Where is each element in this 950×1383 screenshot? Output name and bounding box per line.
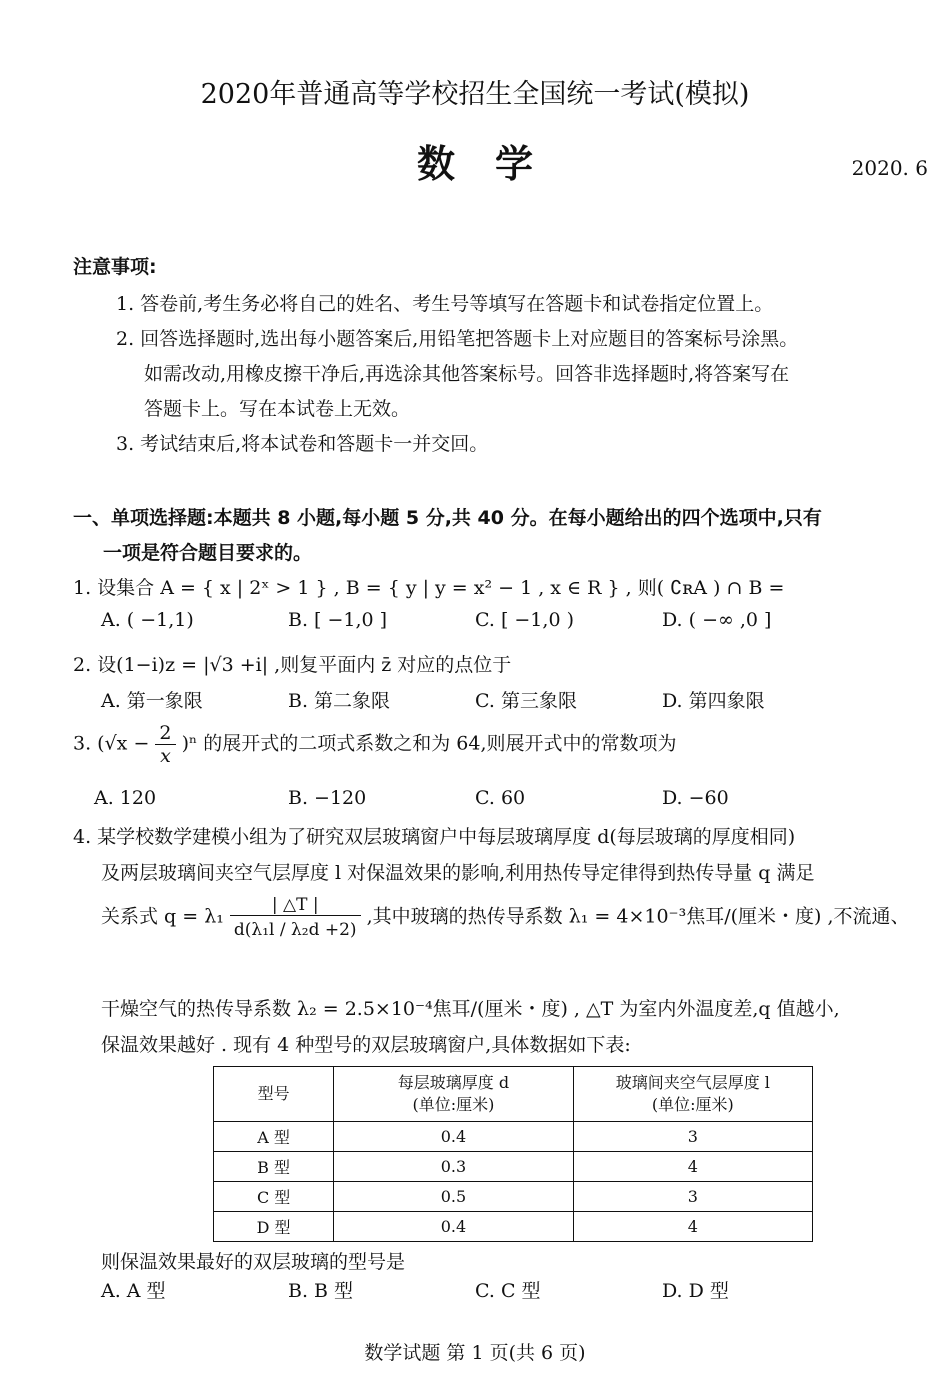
- q4-formula-fraction: [230, 895, 361, 940]
- q3-prefix: 3. (√x −: [73, 732, 150, 755]
- notice-item-2-cont-2: 答题卡上。写在本试卷上无效。: [144, 398, 411, 420]
- table-header-thickness: [334, 1067, 573, 1122]
- q3-option-a: A. 120: [94, 787, 157, 809]
- q4-formula-denominator: d(λ₁l / λ₂d +2): [233, 920, 357, 940]
- q3-option-d: D. −60: [662, 787, 729, 809]
- table-cell-model: B 型: [214, 1152, 334, 1182]
- notice-item-1: 1. 答卷前,考生务必将自己的姓名、考生号等填写在答题卡和试卷指定位置上。: [116, 293, 774, 315]
- q1-option-a: A. ( −1,1): [101, 609, 194, 631]
- question-4-line-2: 及两层玻璃间夹空气层厚度 l 对保温效果的影响,利用热传导定律得到热传导量 q 满足: [101, 862, 815, 884]
- q4-formula-numerator: | △T |: [230, 895, 361, 916]
- notice-item-3: 3. 考试结束后,将本试卷和答题卡一并交回。: [116, 433, 489, 455]
- glass-data-table: [213, 1066, 813, 1242]
- q4-option-b: B. B 型: [288, 1280, 354, 1302]
- q2-option-a: A. 第一象限: [101, 690, 203, 712]
- q4-option-a: A. A 型: [101, 1280, 166, 1302]
- q1-option-b: B. [ −1,0 ]: [288, 609, 388, 631]
- q3-option-c: C. 60: [475, 787, 526, 809]
- question-4-formula-line: [101, 895, 910, 940]
- q3-fraction: [155, 722, 175, 767]
- subject-title: 数学: [416, 141, 573, 186]
- table-cell-thickness: 0.4: [334, 1122, 573, 1152]
- q2-option-d: D. 第四象限: [662, 690, 765, 712]
- question-4-line-5: 保温效果越好 . 现有 4 种型号的双层玻璃窗户,具体数据如下表:: [101, 1034, 631, 1056]
- table-header-model: 型号: [214, 1067, 334, 1122]
- table-cell-model: C 型: [214, 1182, 334, 1212]
- table-cell-thickness: 0.4: [334, 1212, 573, 1242]
- table-header-thickness-unit: (单位:厘米): [412, 1095, 495, 1114]
- q4-option-c: C. C 型: [475, 1280, 541, 1302]
- table-cell-air-layer: 4: [573, 1212, 812, 1242]
- table-cell-model: D 型: [214, 1212, 334, 1242]
- question-1-stem: 1. 设集合 A = { x | 2ˣ > 1 } , B = { y | y = x² − 1 , x ∈ R } , 则( ∁ʀA ) ∩ B =: [73, 577, 785, 599]
- q1-option-d: D. ( −∞ ,0 ]: [662, 609, 772, 631]
- question-4-line-4: 干燥空气的热传导系数 λ₂ = 2.5×10⁻⁴焦耳/(厘米・度) , △T 为室内外温度差,q 值越小,: [101, 998, 840, 1020]
- table-header-row: [214, 1067, 813, 1122]
- q4-option-d: D. D 型: [662, 1280, 729, 1302]
- q2-option-c: C. 第三象限: [475, 690, 577, 712]
- table-header-thickness-label: 每层玻璃厚度 d: [397, 1073, 510, 1092]
- notice-item-2: 2. 回答选择题时,选出每小题答案后,用铅笔把答题卡上对应题目的答案标号涂黑。: [116, 328, 799, 350]
- q1-option-c: C. [ −1,0 ): [475, 609, 574, 631]
- table-cell-model: A 型: [214, 1122, 334, 1152]
- q3-option-b: B. −120: [288, 787, 367, 809]
- q4-formula-prefix: 关系式 q = λ₁: [101, 905, 224, 928]
- table-cell-air-layer: 3: [573, 1122, 812, 1152]
- table-cell-thickness: 0.5: [334, 1182, 573, 1212]
- table-row: [214, 1182, 813, 1212]
- table-cell-air-layer: 3: [573, 1182, 812, 1212]
- q3-fraction-denominator: x: [160, 745, 171, 767]
- q4-formula-suffix: ,其中玻璃的热传导系数 λ₁ = 4×10⁻³焦耳/(厘米・度) ,不流通、: [366, 905, 910, 928]
- question-2-stem: 2. 设(1−i)z = |√3 +i| ,则复平面内 z̄ 对应的点位于: [73, 654, 512, 676]
- table-row: [214, 1212, 813, 1242]
- exam-title: 2020年普通高等学校招生全国统一考试(模拟): [200, 79, 750, 110]
- question-3-stem: [73, 722, 677, 767]
- table-cell-thickness: 0.3: [334, 1152, 573, 1182]
- exam-date: 2020. 6: [851, 156, 928, 180]
- table-row: [214, 1122, 813, 1152]
- table-row: [214, 1152, 813, 1182]
- q3-fraction-numerator: 2: [155, 722, 175, 745]
- q2-option-b: B. 第二象限: [288, 690, 391, 712]
- page-footer: 数学试题 第 1 页(共 6 页): [364, 1342, 586, 1364]
- table-header-air-layer: [573, 1067, 812, 1122]
- section-1-heading: 一、单项选择题:本题共 8 小题,每小题 5 分,共 40 分。在每小题给出的四个选项中,只有: [73, 507, 822, 529]
- question-4-prompt: 则保温效果最好的双层玻璃的型号是: [101, 1251, 406, 1273]
- notice-heading: 注意事项:: [73, 256, 157, 278]
- table-header-air-layer-label: 玻璃间夹空气层厚度 l: [615, 1073, 770, 1092]
- section-1-heading-cont: 一项是符合题目要求的。: [103, 542, 313, 564]
- table-header-air-layer-unit: (单位:厘米): [651, 1095, 734, 1114]
- q3-suffix: )ⁿ 的展开式的二项式系数之和为 64,则展开式中的常数项为: [181, 732, 677, 755]
- table-cell-air-layer: 4: [573, 1152, 812, 1182]
- question-4-line-1: 4. 某学校数学建模小组为了研究双层玻璃窗户中每层玻璃厚度 d(每层玻璃的厚度相同): [73, 826, 796, 848]
- notice-item-2-cont-1: 如需改动,用橡皮擦干净后,再选涂其他答案标号。回答非选择题时,将答案写在: [144, 363, 790, 385]
